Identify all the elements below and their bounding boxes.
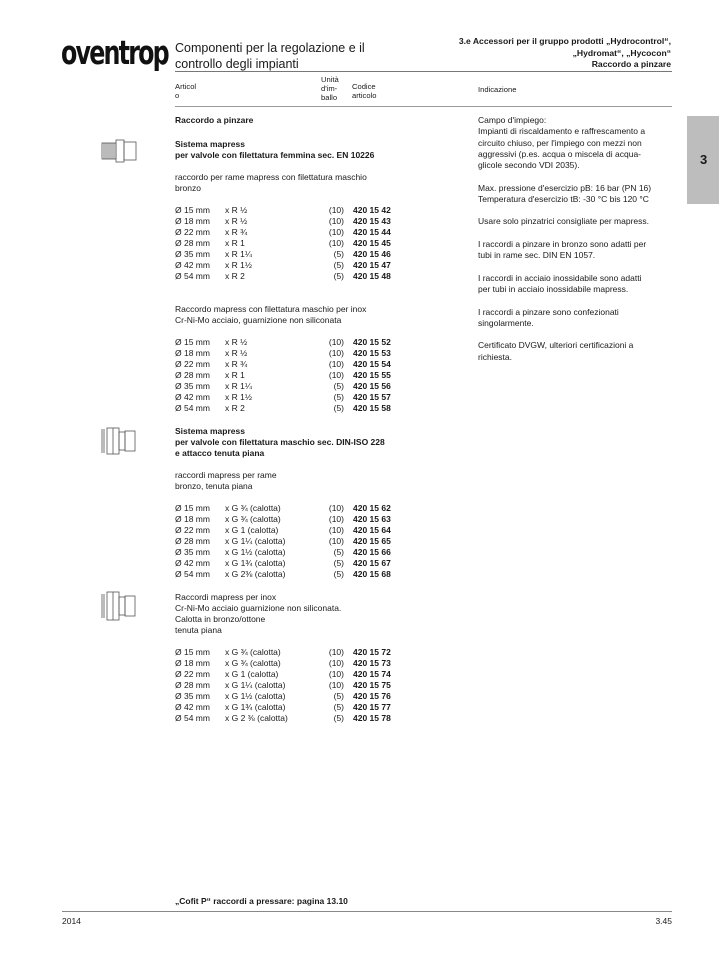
article-connection: x G 1 (calotta)	[225, 525, 279, 535]
article-row	[175, 713, 465, 724]
column-header-text: Articol	[175, 82, 197, 91]
footer-rule	[62, 911, 672, 912]
article-row	[175, 271, 465, 282]
section-header-line: „Hydromat“, „Hycocon“	[572, 47, 671, 58]
article-diameter: Ø 15 mm	[175, 503, 210, 513]
article-code: 420 15 57	[353, 392, 391, 402]
article-code: 420 15 65	[353, 536, 391, 546]
chapter-tab	[687, 116, 719, 204]
indicazione-line: Max. pressione d'esercizio pB: 16 bar (PN 16)	[478, 182, 652, 193]
column-header-text: Codice	[352, 82, 376, 91]
article-code: 420 15 74	[353, 669, 391, 679]
product-group	[175, 139, 465, 282]
article-diameter: Ø 54 mm	[175, 271, 210, 281]
article-pack-unit: (5)	[333, 691, 344, 701]
indicazione-paragraph	[478, 239, 686, 262]
article-row	[175, 503, 465, 514]
article-code: 420 15 56	[353, 381, 391, 391]
article-diameter: Ø 15 mm	[175, 205, 210, 215]
article-pack-unit: (10)	[328, 536, 344, 546]
group-heading: Sistema mapress	[175, 139, 245, 149]
indicazione-paragraph	[478, 307, 686, 330]
article-row	[175, 702, 465, 713]
article-code: 420 15 67	[353, 558, 391, 568]
indicazione-line: Impianti di riscaldamento e raffrescamento a	[478, 126, 646, 137]
article-code: 420 15 46	[353, 249, 391, 259]
article-diameter: Ø 42 mm	[175, 260, 210, 270]
article-connection: x R ½	[225, 337, 248, 347]
article-diameter: Ø 35 mm	[175, 547, 210, 557]
article-pack-unit: (5)	[333, 260, 344, 270]
article-connection: x R 1	[225, 370, 245, 380]
article-connection: x G ¾ (calotta)	[225, 514, 281, 524]
article-connection: x R 2	[225, 271, 245, 281]
footer-year: 2014	[62, 916, 81, 926]
article-list	[175, 503, 465, 580]
article-row	[175, 558, 465, 569]
article-pack-unit: (10)	[328, 238, 344, 248]
article-pack-unit: (5)	[333, 702, 344, 712]
indicazione-line: aggressivi (p.es. acqua o miscela di acqua-	[478, 148, 641, 159]
column-header-unita	[321, 75, 339, 103]
article-code: 420 15 42	[353, 205, 391, 215]
article-row	[175, 547, 465, 558]
group-description: raccordi mapress per rame	[175, 470, 277, 480]
column-header-codice	[352, 82, 376, 100]
column-header-rule	[175, 106, 672, 107]
article-connection: x G 1½ (calotta)	[225, 547, 286, 557]
article-code: 420 15 72	[353, 647, 391, 657]
article-pack-unit: (5)	[333, 569, 344, 579]
article-row	[175, 370, 465, 381]
article-connection: x R 1½	[225, 392, 252, 402]
article-pack-unit: (5)	[333, 713, 344, 723]
article-diameter: Ø 42 mm	[175, 558, 210, 568]
article-pack-unit: (5)	[333, 381, 344, 391]
article-diameter: Ø 54 mm	[175, 713, 210, 723]
group-description: Raccordo mapress con filettatura maschio per inox	[175, 304, 367, 314]
article-diameter: Ø 18 mm	[175, 658, 210, 668]
indicazione-line: I raccordi a pinzare sono confezionati	[478, 306, 619, 317]
article-connection: x G 1¼ (calotta)	[225, 680, 286, 690]
column-header-text: o	[175, 91, 180, 101]
article-diameter: Ø 15 mm	[175, 647, 210, 657]
article-code: 420 15 75	[353, 680, 391, 690]
article-code: 420 15 76	[353, 691, 391, 701]
article-connection: x G 1 (calotta)	[225, 669, 279, 679]
section-header-line: Raccordo a pinzare	[591, 59, 671, 69]
column-header-text: ballo	[321, 93, 338, 103]
page-title: Componenti per la regolazione e il controllo degli impianti	[175, 41, 365, 71]
article-code: 420 15 52	[353, 337, 391, 347]
article-code: 420 15 77	[353, 702, 391, 712]
column-header-text: articolo	[352, 91, 377, 101]
article-pack-unit: (10)	[328, 647, 344, 657]
article-code: 420 15 64	[353, 525, 391, 535]
article-connection: x G 1¾ (calotta)	[225, 558, 286, 568]
article-diameter: Ø 35 mm	[175, 249, 210, 259]
article-list	[175, 205, 465, 282]
article-diameter: Ø 22 mm	[175, 525, 210, 535]
article-pack-unit: (5)	[333, 403, 344, 413]
article-pack-unit: (10)	[328, 370, 344, 380]
indicazione-column	[478, 115, 686, 374]
article-pack-unit: (5)	[333, 558, 344, 568]
article-row	[175, 238, 465, 249]
article-connection: x R 1¼	[225, 381, 252, 391]
article-diameter: Ø 22 mm	[175, 669, 210, 679]
group-heading: Sistema mapress	[175, 426, 245, 436]
stainless-union-fitting-illustration	[100, 590, 138, 622]
product-group	[175, 426, 465, 580]
article-diameter: Ø 28 mm	[175, 238, 210, 248]
article-pack-unit: (10)	[328, 680, 344, 690]
article-diameter: Ø 54 mm	[175, 403, 210, 413]
article-diameter: Ø 35 mm	[175, 381, 210, 391]
article-row	[175, 205, 465, 216]
article-connection: x G 1¾ (calotta)	[225, 702, 286, 712]
article-row	[175, 669, 465, 680]
indicazione-line: Temperatura d'esercizio tB: -30 °C bis 120 °C	[478, 193, 649, 204]
article-connection: x R 1¼	[225, 249, 252, 259]
article-code: 420 15 48	[353, 271, 391, 281]
article-code: 420 15 45	[353, 238, 391, 248]
group-heading: per valvole con filettatura femmina sec. EN 10226	[175, 150, 375, 160]
group-description: bronzo	[175, 183, 201, 193]
article-pack-unit: (10)	[328, 337, 344, 347]
article-connection: x G ¾ (calotta)	[225, 647, 281, 657]
indicazione-line: glicole secondo VDI 2035).	[478, 160, 580, 171]
cross-reference: „Cofit P“ raccordi a pressare: pagina 13.10	[175, 896, 348, 906]
indicazione-paragraph	[478, 183, 686, 206]
article-code: 420 15 43	[353, 216, 391, 226]
group-description: Calotta in bronzo/ottone	[175, 614, 266, 624]
article-row	[175, 392, 465, 403]
article-connection: x R 1½	[225, 260, 252, 270]
article-diameter: Ø 18 mm	[175, 348, 210, 358]
article-diameter: Ø 42 mm	[175, 702, 210, 712]
group-description: tenuta piana	[175, 625, 222, 635]
article-row	[175, 249, 465, 260]
article-diameter: Ø 54 mm	[175, 569, 210, 579]
article-code: 420 15 44	[353, 227, 391, 237]
article-connection: x R ¾	[225, 359, 248, 369]
article-connection: x G 2 ⅜ (calotta)	[225, 713, 288, 723]
article-code: 420 15 78	[353, 713, 391, 723]
article-row	[175, 647, 465, 658]
group-heading: per valvole con filettatura maschio sec. DIN-ISO 228	[175, 437, 385, 447]
article-row	[175, 381, 465, 392]
article-pack-unit: (5)	[333, 392, 344, 402]
indicazione-paragraph	[478, 340, 686, 363]
article-diameter: Ø 28 mm	[175, 680, 210, 690]
article-row	[175, 216, 465, 227]
article-diameter: Ø 28 mm	[175, 536, 210, 546]
article-code: 420 15 47	[353, 260, 391, 270]
article-diameter: Ø 28 mm	[175, 370, 210, 380]
indicazione-line: I raccordi a pinzare in bronzo sono adatti per	[478, 238, 647, 249]
article-code: 420 15 55	[353, 370, 391, 380]
article-connection: x G ¾ (calotta)	[225, 658, 281, 668]
article-code: 420 15 53	[353, 348, 391, 358]
product-group	[175, 304, 465, 414]
article-pack-unit: (5)	[333, 547, 344, 557]
article-pack-unit: (10)	[328, 525, 344, 535]
article-pack-unit: (10)	[328, 503, 344, 513]
article-row	[175, 525, 465, 536]
article-diameter: Ø 18 mm	[175, 514, 210, 524]
article-row	[175, 569, 465, 580]
union-nut-fitting-illustration	[100, 426, 138, 456]
article-code: 420 15 63	[353, 514, 391, 524]
article-diameter: Ø 18 mm	[175, 216, 210, 226]
article-diameter: Ø 42 mm	[175, 392, 210, 402]
article-diameter: Ø 35 mm	[175, 691, 210, 701]
article-connection: x R ½	[225, 348, 248, 358]
indicazione-paragraph	[478, 273, 686, 296]
chapter-number: 3	[700, 152, 708, 167]
article-connection: x G ¾ (calotta)	[225, 503, 281, 513]
group-description: Cr-Ni-Mo acciaio guarnizione non siliconata.	[175, 603, 342, 613]
male-thread-fitting-illustration	[100, 137, 138, 165]
article-connection: x R 1	[225, 238, 245, 248]
article-pack-unit: (10)	[328, 359, 344, 369]
column-header-articolo	[175, 82, 196, 100]
indicazione-line: singolarmente.	[478, 317, 534, 328]
article-code: 420 15 62	[353, 503, 391, 513]
article-row	[175, 337, 465, 348]
indicazione-line: Certificato DVGW, ulteriori certificazioni a	[478, 340, 634, 351]
article-code: 420 15 54	[353, 359, 391, 369]
group-heading: e attacco tenuta piana	[175, 448, 265, 458]
group-description: bronzo, tenuta piana	[175, 481, 253, 491]
article-row	[175, 359, 465, 370]
article-connection: x R ½	[225, 205, 248, 215]
page-number: 3.45	[655, 916, 672, 926]
article-list	[175, 337, 465, 414]
article-row	[175, 680, 465, 691]
indicazione-paragraph	[478, 115, 686, 171]
column-header-text: d'im-	[321, 84, 338, 94]
group-description: Cr-Ni-Mo acciaio, guarnizione non siliconata	[175, 315, 342, 325]
article-row	[175, 260, 465, 271]
article-pack-unit: (10)	[328, 669, 344, 679]
column-header-indicazione: Indicazione	[478, 85, 517, 94]
section-title: Raccordo a pinzare	[175, 115, 254, 125]
article-diameter: Ø 22 mm	[175, 359, 210, 369]
section-header	[459, 36, 671, 71]
article-row	[175, 691, 465, 702]
section-header-line: 3.e Accessori per il gruppo prodotti „Hydrocontrol“,	[458, 36, 671, 46]
article-row	[175, 403, 465, 414]
article-row	[175, 536, 465, 547]
article-connection: x G 2⅜ (calotta)	[225, 569, 286, 579]
column-header-text: Unità	[321, 75, 339, 84]
article-pack-unit: (5)	[333, 271, 344, 281]
group-description: Raccordi mapress per inox	[175, 592, 277, 602]
article-connection: x R 2	[225, 403, 245, 413]
article-row	[175, 227, 465, 238]
article-row	[175, 658, 465, 669]
article-code: 420 15 58	[353, 403, 391, 413]
article-pack-unit: (10)	[328, 514, 344, 524]
indicazione-line: per tubi in acciaio inossidabile mapress.	[478, 284, 629, 295]
indicazione-paragraph	[478, 216, 686, 227]
article-list	[175, 647, 465, 724]
article-diameter: Ø 22 mm	[175, 227, 210, 237]
indicazione-line: Usare solo pinzatrici consigliate per mapress.	[478, 216, 650, 227]
indicazione-line: tubi in rame sec. DIN EN 1057.	[478, 250, 596, 261]
article-pack-unit: (10)	[328, 348, 344, 358]
brand-logo: oventrop	[61, 33, 168, 72]
indicazione-line: Campo d'impiego:	[478, 115, 547, 125]
article-pack-unit: (5)	[333, 249, 344, 259]
article-connection: x R ¾	[225, 227, 248, 237]
article-diameter: Ø 15 mm	[175, 337, 210, 347]
article-code: 420 15 73	[353, 658, 391, 668]
article-pack-unit: (10)	[328, 658, 344, 668]
indicazione-line: richiesta.	[478, 351, 513, 362]
article-connection: x G 1¼ (calotta)	[225, 536, 286, 546]
article-pack-unit: (10)	[328, 205, 344, 215]
indicazione-line: I raccordi in acciaio inossidabile sono adatti	[478, 272, 642, 283]
article-row	[175, 514, 465, 525]
indicazione-line: circuito chiuso, per l'impiego con mezzi non	[478, 137, 642, 148]
article-code: 420 15 68	[353, 569, 391, 579]
product-group	[175, 592, 465, 724]
article-pack-unit: (10)	[328, 227, 344, 237]
article-connection: x R ½	[225, 216, 248, 226]
article-row	[175, 348, 465, 359]
header-rule	[175, 71, 672, 72]
group-description: raccordo per rame mapress con filettatura maschio	[175, 172, 367, 182]
article-connection: x G 1½ (calotta)	[225, 691, 286, 701]
article-pack-unit: (10)	[328, 216, 344, 226]
article-code: 420 15 66	[353, 547, 391, 557]
